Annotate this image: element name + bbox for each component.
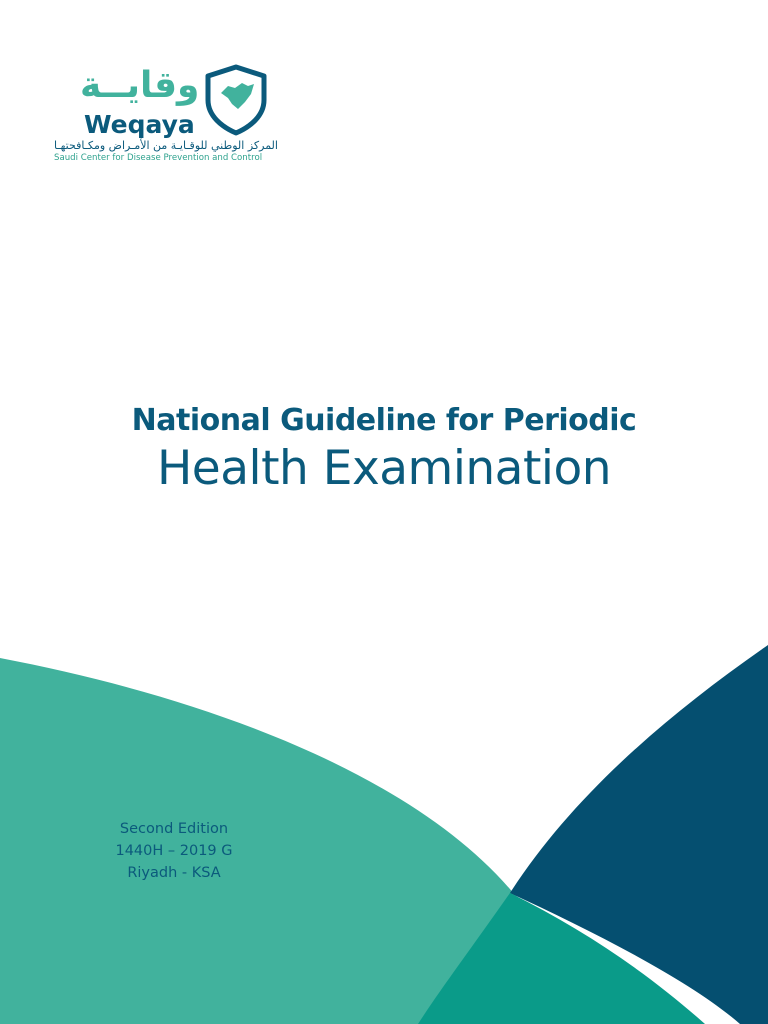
logo-arabic-name: وقايــة (80, 65, 200, 106)
edition-label: Second Edition (119, 821, 229, 837)
document-title (0, 404, 768, 497)
logo-english-subtitle: Saudi Center for Disease Prevention and Control (54, 153, 263, 163)
edition-date: 1440H – 2019 G (115, 843, 233, 859)
title-line-2: Health Examination (156, 441, 612, 496)
title-line-1: National Guideline for Periodic (131, 403, 637, 438)
logo-latin-name: Weqaya (84, 110, 195, 139)
logo-arabic-subtitle: المركز الوطني للوقـايـة من الأمـراض ومكـافحتهـا (54, 139, 278, 152)
edition-info (100, 818, 248, 884)
edition-place: Riyadh - KSA (127, 865, 221, 881)
weqaya-logo (54, 64, 304, 174)
shield-map-icon (202, 64, 270, 136)
